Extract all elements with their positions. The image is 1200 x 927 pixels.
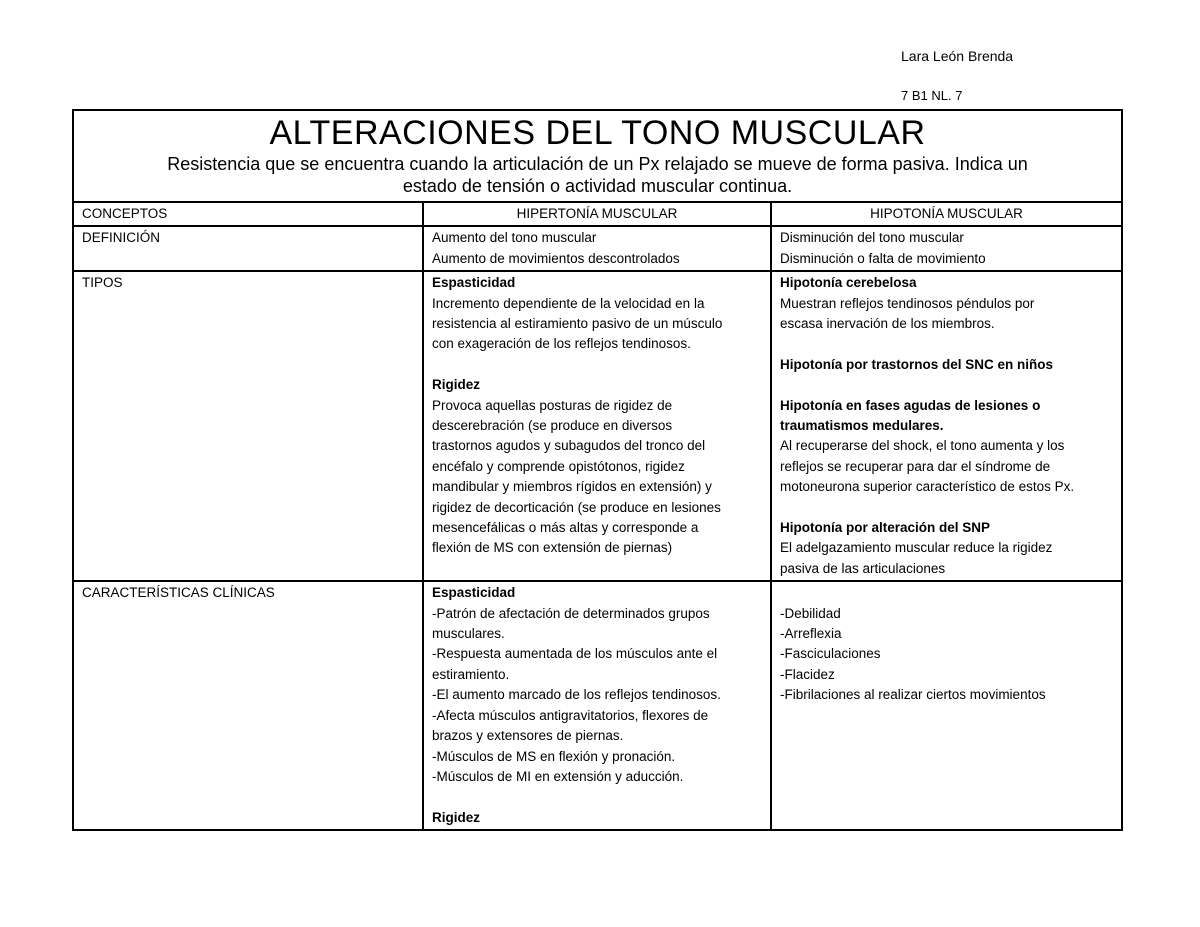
title-cell (73, 110, 1122, 202)
text-line: motoneurona superior característico de estos Px. (780, 479, 1075, 495)
text-line: descerebración (se produce en diversos (432, 418, 673, 434)
header-hipertonia: HIPERTONÍA MUSCULAR (423, 202, 771, 226)
text-line: -El aumento marcado de los reflejos tendinosos. (432, 687, 721, 703)
text-line: con exageración de los reflejos tendinosos. (432, 336, 691, 352)
text-line: -Patrón de afectación de determinados grupos (432, 605, 710, 621)
subtitle-line-1: Resistencia que se encuentra cuando la articulación de un Px relajado se mueve de forma pasiva. Indica un (167, 154, 1028, 174)
header-hipotonia: HIPOTONÍA MUSCULAR (771, 202, 1122, 226)
text-line: -Fibrilaciones al realizar ciertos movimientos (780, 687, 1046, 703)
document-subtitle (88, 153, 1107, 197)
text-line: escasa inervación de los miembros. (780, 316, 995, 332)
subheading: Hipotonía en fases agudas de lesiones o (780, 397, 1041, 413)
header-row (73, 202, 1122, 226)
text-line: Provoca aquellas posturas de rigidez de (432, 397, 673, 413)
cell-caracteristicas-hypo (771, 581, 1122, 830)
subheading: traumatismos medulares. (780, 418, 944, 434)
text-line: musculares. (432, 626, 505, 642)
text-line: -Fasciculaciones (780, 646, 881, 662)
subheading: Espasticidad (432, 585, 516, 601)
text-line: brazos y extensores de piernas. (432, 728, 624, 744)
subheading: Hipotonía por alteración del SNP (780, 520, 991, 536)
author-name: Lara León Brenda (901, 48, 1014, 64)
cell-tipos-hyper (423, 271, 771, 581)
title-row (73, 110, 1122, 202)
subheading: Hipotonía cerebelosa (780, 275, 917, 291)
text-line: reflejos se recuperar para dar el síndrome de (780, 458, 1051, 474)
row-tipos (73, 271, 1122, 581)
document-title: ALTERACIONES DEL TONO MUSCULAR (269, 114, 926, 152)
row-definicion (73, 226, 1122, 271)
text-line: Disminución del tono muscular (780, 230, 964, 246)
cell-tipos-hypo (771, 271, 1122, 581)
row-caracteristicas (73, 581, 1122, 830)
cell-definicion-hyper (423, 226, 771, 271)
cell-caracteristicas-hyper (423, 581, 771, 830)
label-tipos: TIPOS (73, 271, 423, 581)
text-line: pasiva de las articulaciones (780, 560, 946, 576)
text-line: -Afecta músculos antigravitatorios, flexores de (432, 707, 709, 723)
cell-definicion-hypo (771, 226, 1122, 271)
text-line: -Respuesta aumentada de los músculos ante el (432, 646, 718, 662)
subheading: Espasticidad (432, 275, 516, 291)
text-line: -Músculos de MI en extensión y aducción. (432, 768, 684, 784)
text-line: -Arreflexia (780, 626, 842, 642)
text-line: resistencia al estiramiento pasivo de un músculo (432, 316, 723, 332)
main-table (72, 109, 1123, 831)
subheading: Hipotonía por trastornos del SNC en niños (780, 356, 1054, 372)
text-line: Al recuperarse del shock, el tono aumenta y los (780, 438, 1065, 454)
subheading: Rigidez (432, 809, 481, 825)
subheading: Rigidez (432, 377, 481, 393)
text-line: flexión de MS con extensión de piernas) (432, 540, 673, 556)
text-line: Aumento del tono muscular (432, 230, 597, 246)
text-line: mesencefálicas o más altas y corresponde a (432, 520, 699, 536)
subtitle-line-2: estado de tensión o actividad muscular continua. (402, 176, 793, 196)
group-label: 7 B1 NL. 7 (901, 88, 963, 103)
label-definicion: DEFINICIÓN (73, 226, 423, 271)
text-line: -Debilidad (780, 605, 841, 621)
text-line: El adelgazamiento muscular reduce la rigidez (780, 540, 1053, 556)
text-line: Disminución o falta de movimiento (780, 250, 986, 266)
text-line: trastornos agudos y subagudos del tronco del (432, 438, 706, 454)
text-line: Aumento de movimientos descontrolados (432, 250, 680, 266)
label-caracteristicas: CARACTERÍSTICAS CLÍNICAS (73, 581, 423, 830)
text-line: mandibular y miembros rígidos en extensión) y (432, 479, 712, 495)
text-line: rigidez de decorticación (se produce en lesiones (432, 499, 721, 515)
text-line: encéfalo y comprende opistótonos, rigidez (432, 458, 685, 474)
text-line: Incremento dependiente de la velocidad en la (432, 295, 705, 311)
text-line: Muestran reflejos tendinosos péndulos por (780, 295, 1035, 311)
text-line: -Músculos de MS en flexión y pronación. (432, 748, 676, 764)
text-line: estiramiento. (432, 666, 510, 682)
text-line: -Flacidez (780, 666, 835, 682)
header-conceptos: CONCEPTOS (73, 202, 423, 226)
